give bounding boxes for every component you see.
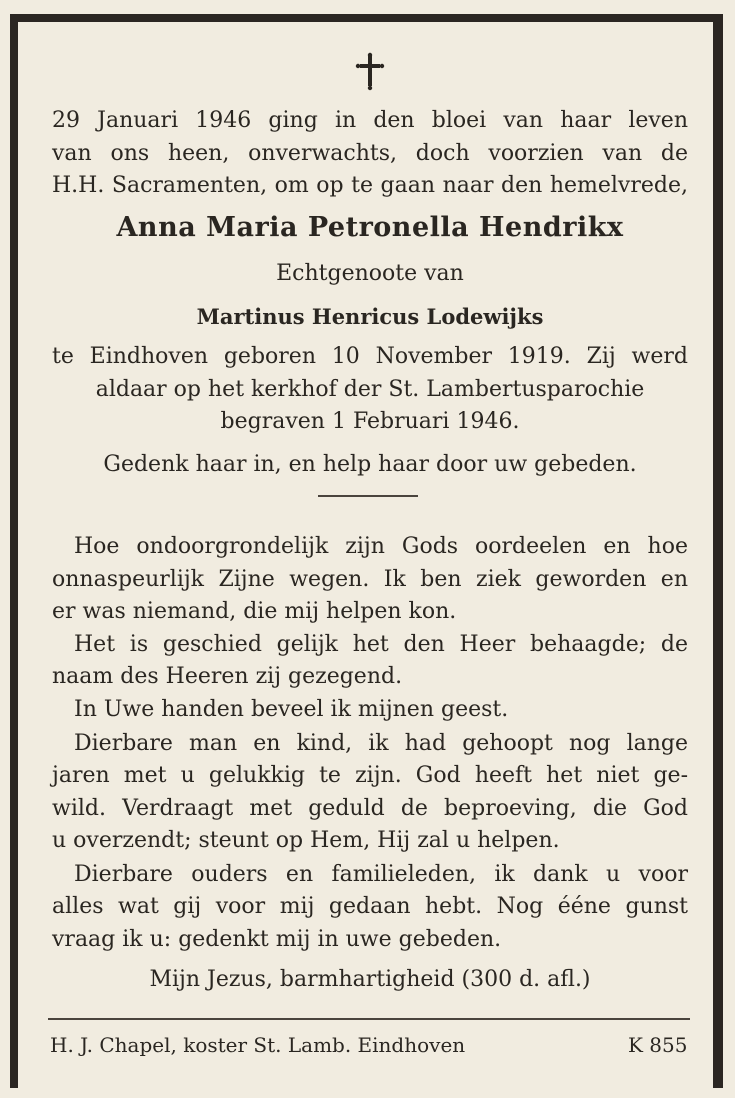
verse-line: wild. Verdraagt met geduld de beproeving, die God bbox=[52, 796, 688, 821]
remembrance-request: Gedenk haar in, en help haar door uw gebeden. bbox=[103, 452, 637, 477]
intro-line: H.H. Sacramenten, om op te gaan naar den hemelvrede, bbox=[52, 173, 688, 198]
spouse-name: Martinus Henricus Lodewijks bbox=[196, 304, 544, 329]
verse-line: vraag ik u: gedenkt mij in uwe gebeden. bbox=[52, 927, 502, 952]
verse-line: Het is geschied gelijk het den Heer behaagde; de bbox=[74, 632, 688, 657]
birth-burial-line: begraven 1 Februari 1946. bbox=[220, 409, 520, 434]
birth-burial-line: te Eindhoven geboren 10 November 1919. Zij werd bbox=[52, 344, 688, 369]
latin-cross-icon bbox=[348, 52, 392, 92]
verse-line: Dierbare ouders en familieleden, ik dank u voor bbox=[74, 862, 688, 887]
deceased-name: Anna Maria Petronella Hendrikx bbox=[116, 212, 624, 243]
prayer-line: Mijn Jezus, barmhartigheid (300 d. afl.) bbox=[149, 967, 591, 992]
verse-line: alles wat gij voor mij gedaan hebt. Nog ééne gunst bbox=[52, 894, 688, 919]
verse-line: naam des Heeren zij gezegend. bbox=[52, 664, 403, 689]
verse-line: jaren met u gelukkig te zijn. God heeft het niet ge- bbox=[52, 763, 688, 788]
intro-line: van ons heen, onverwachts, doch voorzien van de bbox=[52, 141, 688, 166]
footer-rule bbox=[48, 1018, 690, 1020]
verse-line: u overzendt; steunt op Hem, Hij zal u helpen. bbox=[52, 828, 560, 853]
card-code: K 855 bbox=[628, 1033, 688, 1057]
verse-line: onnaspeurlijk Zijne wegen. Ik ben ziek geworden en bbox=[52, 567, 688, 592]
divider bbox=[318, 495, 418, 497]
spouse-label: Echtgenoote van bbox=[276, 261, 464, 286]
intro-line: 29 Januari 1946 ging in den bloei van haar leven bbox=[52, 108, 688, 133]
verse-line: Hoe ondoorgrondelijk zijn Gods oordeelen en hoe bbox=[74, 534, 688, 559]
birth-burial-line: aldaar op het kerkhof der St. Lambertusparochie bbox=[95, 377, 645, 402]
verse-line: er was niemand, die mij helpen kon. bbox=[52, 599, 457, 624]
printer-credit: H. J. Chapel, koster St. Lamb. Eindhoven bbox=[50, 1033, 466, 1057]
verse-line: In Uwe handen beveel ik mijnen geest. bbox=[74, 697, 509, 722]
verse-line: Dierbare man en kind, ik had gehoopt nog lange bbox=[74, 731, 688, 756]
